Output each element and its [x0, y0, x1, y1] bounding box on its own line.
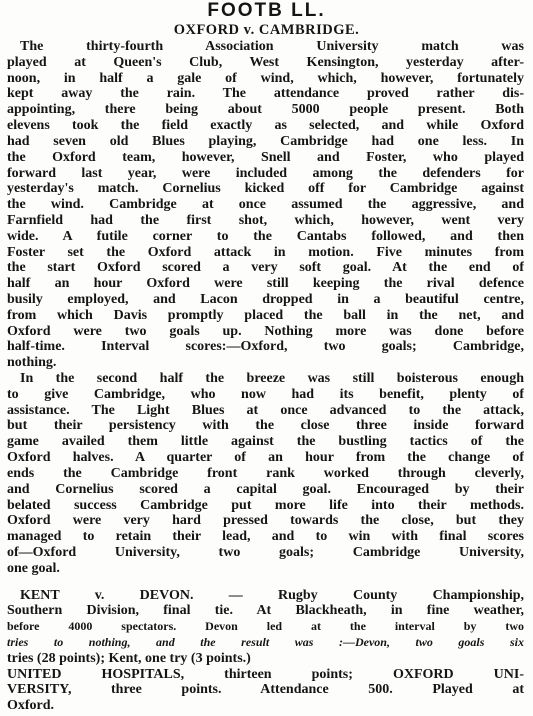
article-line: and Cornelius scored a capital goal. Encouraged by their	[7, 481, 524, 497]
article-line: yesterday's match. Cornelius kicked off for Cambridge against	[7, 181, 524, 197]
article-line: the start Oxford scored a very soft goal. At the end of	[7, 260, 524, 276]
article-line: from which Davis promptly placed the ball in the net, and	[7, 307, 524, 323]
news-line: VERSITY, three points. Attendance 500. Played at	[7, 682, 524, 698]
article-line: appointing, there being about 5000 people present. Both	[7, 102, 524, 118]
article-line: game availed them little against the bustling tactics of the	[7, 434, 524, 450]
article-line: kept away the rain. The attendance proved rather dis-	[7, 86, 524, 102]
article-line: In the second half the breeze was still boisterous enough	[20, 371, 524, 386]
article-line: of—Oxford University, two goals; Cambridge University,	[7, 544, 524, 560]
match-subheadline: OXFORD v. CAMBRIDGE.	[173, 22, 360, 38]
article-line: one goal.	[7, 560, 60, 576]
article-line: half an hour Oxford were still keeping the rival defence	[7, 276, 524, 292]
article-line: busily employed, and Lacon dropped in a beautiful centre,	[7, 292, 524, 307]
news-line: Oxford.	[7, 698, 55, 714]
news-line: Southern Division, final tie. At Blackheath, in fine weather,	[7, 603, 524, 619]
article-line: ends the Cambridge front rank worked through cleverly,	[7, 465, 524, 481]
article-line: Oxford were very hard pressed towards the close, but they	[7, 513, 524, 529]
article-line: Farnfield had the first shot, which, however, went very	[7, 212, 524, 228]
article-line: nothing.	[7, 355, 57, 371]
news-line: UNITED HOSPITALS, thirteen points; OXFORD UNI-	[7, 666, 524, 682]
article-line: to give Cambridge, who now had its benefit, plenty of	[7, 386, 524, 402]
article-line: the wind. Cambridge at once assumed the aggressive, and	[7, 197, 524, 213]
article-line: managed to retain their lead, and to win with final scores	[7, 529, 524, 545]
news-line: tries (28 points); Kent, one try (3 points.)	[7, 650, 251, 666]
article-line: the Oxford team, however, Snell and Foster, who played	[7, 149, 524, 165]
article-line: played at Queen's Club, West Kensington, yesterday after-	[7, 54, 524, 70]
article-line: forward last year, were included among the defenders for	[7, 165, 524, 181]
article-line: belated success Cambridge put more life into their methods.	[7, 497, 524, 513]
article-line: Oxford were two goals up. Nothing more was done before	[7, 323, 524, 339]
article-line: Oxford halves. A quarter of an hour from the change of	[7, 450, 524, 465]
article-line: wide. A futile corner to the Cantabs followed, and then	[7, 228, 524, 244]
article-line: but their persistency with the close three inside forward	[7, 418, 524, 434]
headline: FOOTB LL.	[207, 0, 326, 21]
article-line: elevens took the field exactly as selected, and while Oxford	[7, 118, 524, 133]
news-line: tries to nothing, and the result was :—Devon, two goals six	[7, 635, 524, 649]
news-line: KENT v. DEVON. — Rugby County Championship,	[20, 587, 524, 603]
article-line: noon, in half a gale of wind, which, however, fortunately	[7, 70, 524, 86]
article-line: assistance. The Light Blues at once advanced to the attack,	[7, 402, 524, 418]
article-line: had seven old Blues playing, Cambridge had one less. In	[7, 133, 524, 149]
article-line: half-time. Interval scores:—Oxford, two goals; Cambridge,	[7, 339, 524, 355]
news-line: before 4000 spectators. Devon led at the interval by two	[7, 619, 524, 634]
article-line: Foster set the Oxford attack in motion. Five minutes from	[7, 244, 524, 260]
article-line: The thirty-fourth Association University match was	[20, 39, 524, 54]
